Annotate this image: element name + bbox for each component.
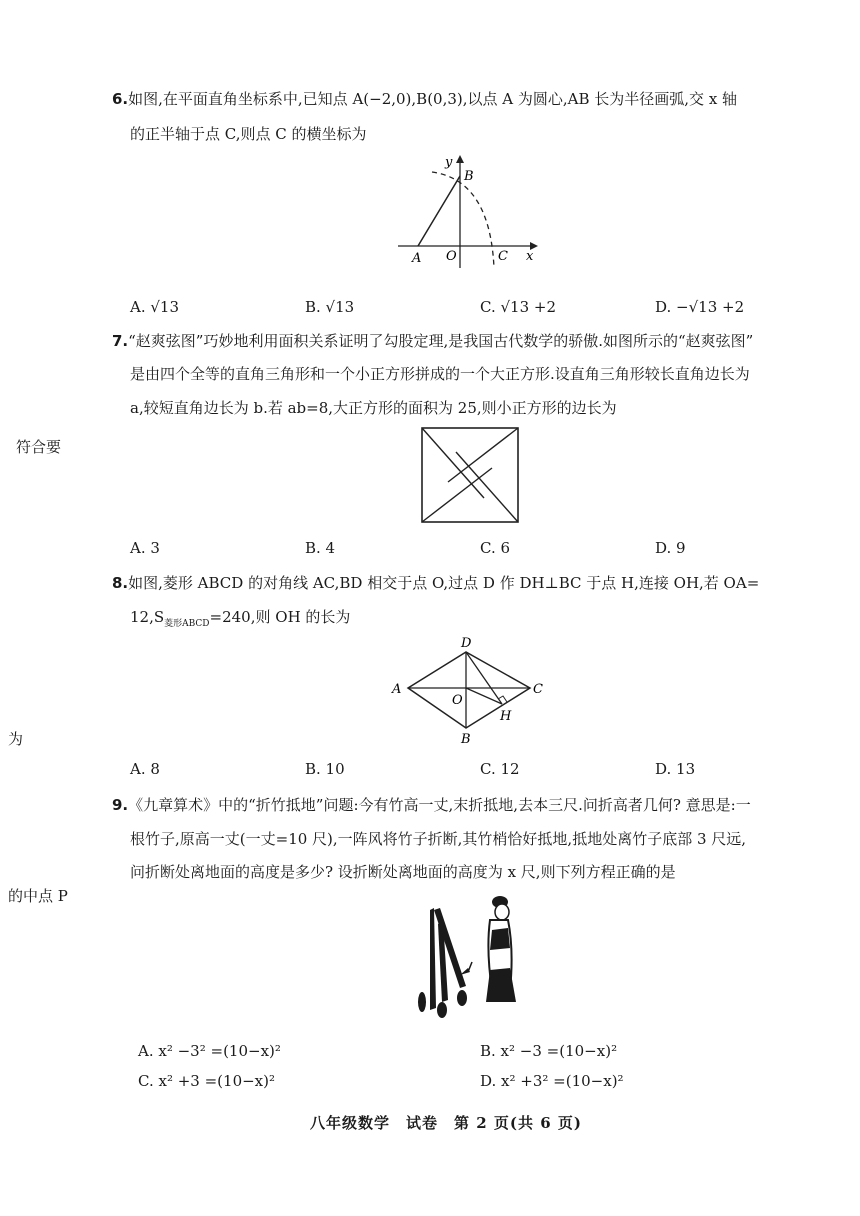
option-b[interactable]: B. 10 <box>305 760 345 778</box>
question-text: 《九章算术》中的“折竹抵地”问题:今有竹高一丈,末折抵地,去本三尺.问折高者几何? 意思是:一 <box>128 796 751 814</box>
label-o: O <box>452 693 463 708</box>
option-d[interactable]: D. 13 <box>655 760 696 778</box>
label-c: C <box>498 249 508 264</box>
option-d[interactable]: D. 9 <box>655 539 686 557</box>
question-text: 如图,菱形 ABCD 的对角线 AC,BD 相交于点 O,过点 D 作 DH⊥BC 于点 H,连接 OH,若 OA= <box>128 574 760 592</box>
label-d: D <box>461 636 472 651</box>
option-a[interactable]: A. x² −3² =(10−x)² <box>138 1042 281 1060</box>
rhombus-figure <box>390 630 550 750</box>
option-b[interactable]: B. √13 <box>305 298 355 316</box>
label-y: y <box>445 155 453 170</box>
side-note-1: 符合要 <box>16 438 62 456</box>
question-text: 是由四个全等的直角三角形和一个小正方形拼成的一个大正方形.设直角三角形较长直角边长为 <box>130 365 750 383</box>
question-text: “赵爽弦图”巧妙地利用面积关系证明了勾股定理,是我国古代数学的骄傲.如图所示的“赵爽弦图” <box>128 332 754 350</box>
label-x: x <box>526 249 534 264</box>
option-a[interactable]: A. 8 <box>130 760 160 778</box>
question-number: 9. <box>112 796 129 814</box>
option-d[interactable]: D. −√13 +2 <box>655 298 745 316</box>
option-b[interactable]: B. 4 <box>305 539 336 557</box>
label-b: B <box>464 169 474 184</box>
option-c[interactable]: C. √13 +2 <box>480 298 557 316</box>
option-d[interactable]: D. x² +3² =(10−x)² <box>480 1072 624 1090</box>
option-a[interactable]: A. √13 <box>130 298 180 316</box>
question-text: 如图,在平面直角坐标系中,已知点 A(−2,0),B(0,3),以点 A 为圆心,AB 长为半径画弧,交 x 轴 <box>128 90 738 108</box>
bamboo-illustration <box>410 890 530 1025</box>
question-text: 问折断处离地面的高度是多少? 设折断处离地面的高度为 x 尺,则下列方程正确的是 <box>130 863 676 881</box>
side-note-2: 为 <box>8 730 24 748</box>
page-footer: 八年级数学 试卷 第 2 页(共 6 页) <box>310 1114 582 1132</box>
question-text: 12,S <box>130 608 165 626</box>
zhao-shuang-figure <box>420 426 520 524</box>
label-a: A <box>412 251 422 266</box>
label-h: H <box>500 709 512 724</box>
option-c[interactable]: C. x² +3 =(10−x)² <box>138 1072 275 1090</box>
question-number: 6. <box>112 90 129 108</box>
question-text: a,较短直角边长为 b.若 ab=8,大正方形的面积为 25,则小正方形的边长为 <box>130 399 617 417</box>
coordinate-figure <box>390 150 550 280</box>
label-c: C <box>533 682 543 697</box>
label-a: A <box>392 682 402 697</box>
question-number: 8. <box>112 574 129 592</box>
question-text: 的正半轴于点 C,则点 C 的横坐标为 <box>130 125 367 143</box>
option-a[interactable]: A. 3 <box>130 539 160 557</box>
label-o: O <box>446 249 457 264</box>
question-text: 根竹子,原高一丈(一丈=10 尺),一阵风将竹子折断,其竹梢恰好抵地,抵地处离竹子底部 3 尺远, <box>130 830 747 848</box>
subscript: 菱形ABCD <box>164 619 210 629</box>
option-c[interactable]: C. 6 <box>480 539 511 557</box>
side-note-3: 的中点 P <box>8 887 68 905</box>
label-b: B <box>461 732 471 747</box>
option-c[interactable]: C. 12 <box>480 760 520 778</box>
question-number: 7. <box>112 332 129 350</box>
option-b[interactable]: B. x² −3 =(10−x)² <box>480 1042 618 1060</box>
question-text: =240,则 OH 的长为 <box>209 608 351 626</box>
